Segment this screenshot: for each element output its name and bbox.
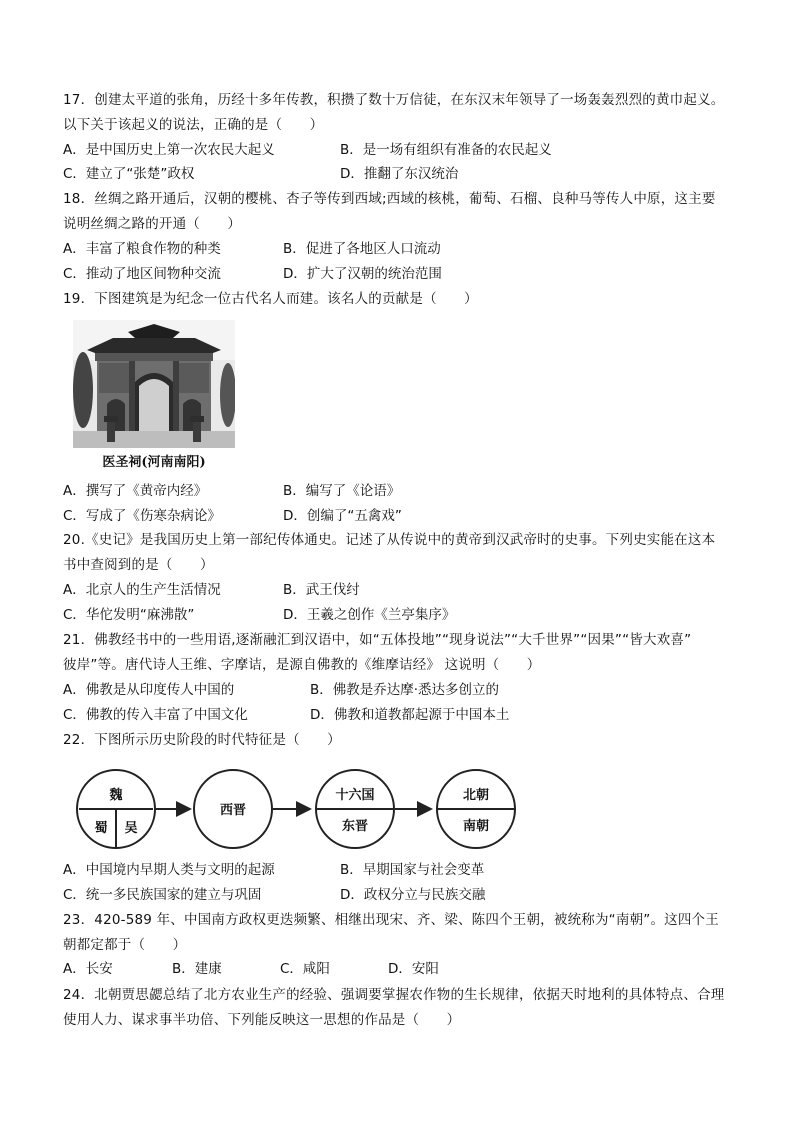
q19-option-d: D．创编了“五禽戏” [283,508,402,524]
q19-option-c: C．写成了《伤寒杂病论》 [63,508,221,524]
q17-option-a: A．是中国历史上第一次农民大起义 [63,142,275,158]
q22-option-a: A．中国境内早期人类与文明的起源 [63,862,275,878]
label-wu: 吴 [124,821,138,836]
western-jin-circle [194,770,272,848]
label-sixteen-kingdoms: 十六国 [335,788,375,803]
q20-stem-line2: 书中查阅到的是（ ） [63,557,214,573]
label-western-jin: 西晋 [219,803,247,818]
sixteen-kingdoms-circle [316,770,394,848]
q24-stem-line2: 使用人力、谋求事半功倍、下列能反映这一思想的作品是（ ） [63,1012,461,1028]
q21-stem-line2: 彼岸”等。唐代诗人王维、字摩诘，是源自佛教的《维摩诘经》 这说明（ ） [63,657,541,673]
memorial-gate-photo [73,320,235,472]
q18-stem-line2: 说明丝绸之路的开通（ ） [63,216,242,232]
q22-option-b: B．早期国家与社会变革 [340,862,485,878]
q20-option-b: B．武王伐纣 [283,582,360,598]
dynasty-sequence-diagram [63,760,533,854]
q23-stem-line1: 23．420-589 年、中国南方政权更迭频繁、相继出现宋、齐、梁、陈四个王朝，被统称为“南朝”。这四个王 [63,912,719,928]
q20-stem-line1: 20.《史记》是我国历史上第一部纪传体通史。记述了从传说中的黄帝到汉武帝时的史事。下列史实能在这本 [63,532,716,548]
q21-option-c: C．佛教的传入丰富了中国文化 [63,707,248,723]
q24-stem-line1: 24．北朝贾思勰总结了北方农业生产的经验、强调要掌握农作物的生长规律，依据天时地利的具体特点、合理 [63,987,725,1003]
q20-option-d: D．王羲之创作《兰亭集序》 [283,607,456,623]
q18-option-a: A．丰富了粮食作物的种类 [63,241,221,257]
q17-option-d: D．推翻了东汉统治 [340,166,459,182]
label-northern-dynasties: 北朝 [462,788,490,803]
q21-stem-line1: 21．佛教经书中的一些用语,逐渐融汇到汉语中，如“五体投地”“现身说法”“大千世界”“因果”“皆大欢喜” [63,632,692,648]
northern-southern-dynasties-circle [437,770,515,848]
photo-caption: 医圣祠(河南南阳) [102,455,206,470]
q23-option-c: C．咸阳 [280,961,330,977]
q19-stem-line1: 19．下图建筑是为纪念一位古代名人而建。该名人的贡献是（ ） [63,291,478,307]
memorial-gate-illustration [73,320,235,472]
q17-stem-line1: 17．创建太平道的张角，历经十多年传教，积攒了数十万信徒，在东汉末年领导了一场轰轰烈烈的黄巾起义。 [63,92,725,108]
q17-option-b: B．是一场有组织有准备的农民起义 [340,142,552,158]
label-wei: 魏 [109,788,123,803]
q23-option-b: B．建康 [172,961,222,977]
q18-stem-line1: 18．丝绸之路开通后，汉朝的樱桃、杏子等传到西域;西域的核桃，葡萄、石榴、良种马等传人中原，这主要 [63,191,716,207]
three-kingdoms-circle [77,770,155,848]
q18-option-c: C．推动了地区间物种交流 [63,266,221,282]
q22-option-c: C．统一多民族国家的建立与巩固 [63,887,262,903]
q17-option-c: C．建立了“张楚”政权 [63,166,195,182]
q18-option-b: B．促进了各地区人口流动 [283,241,441,257]
q22-stem-line1: 22．下图所示历史阶段的时代特征是（ ） [63,732,341,748]
q19-option-a: A．撰写了《黄帝内经》 [63,483,208,499]
q23-stem-line2: 朝都定都于（ ） [63,937,187,953]
q17-stem-line2: 以下关于该起义的说法，正确的是（ ） [63,117,324,133]
q20-option-c: C．华佗发明“麻沸散” [63,607,195,623]
q23-option-a: A．长安 [63,961,113,977]
q20-option-a: A．北京人的生产生活情况 [63,582,221,598]
q21-option-b: B．佛教是乔达摩·悉达多创立的 [310,682,500,698]
q22-option-d: D．政权分立与民族交融 [340,887,486,903]
q19-option-b: B．编写了《论语》 [283,483,401,499]
q21-option-a: A．佛教是从印度传人中国的 [63,682,235,698]
label-shu: 蜀 [94,821,108,836]
q23-option-d: D．安阳 [388,961,439,977]
label-southern-dynasties: 南朝 [462,819,490,834]
q18-option-d: D．扩大了汉朝的统治范围 [283,266,442,282]
q21-option-d: D．佛教和道教都起源于中国本土 [310,707,510,723]
label-eastern-jin: 东晋 [341,819,369,834]
